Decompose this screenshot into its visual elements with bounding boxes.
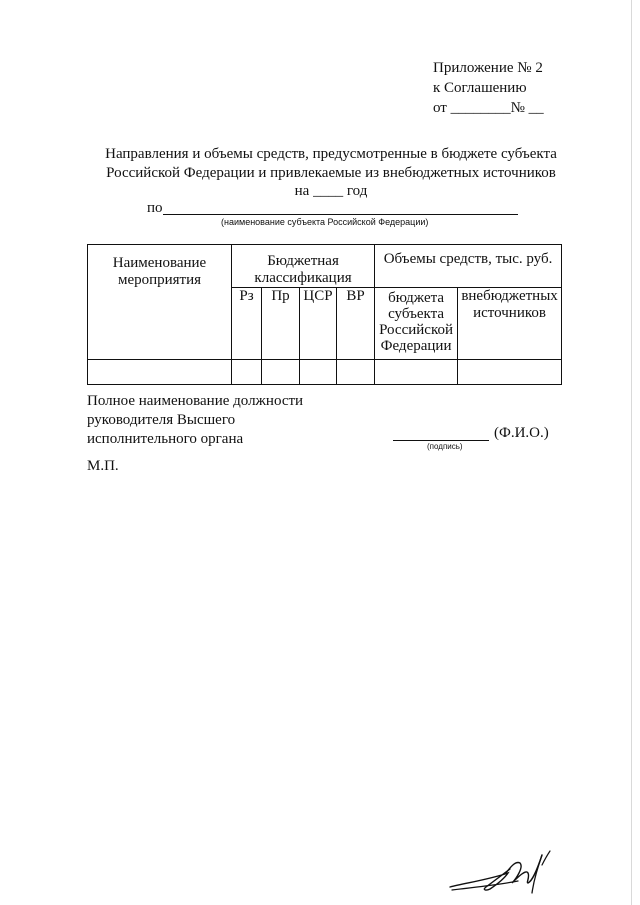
- header-csr: ЦСР: [300, 288, 337, 360]
- cell-off-budget: [458, 360, 562, 385]
- stamp-place: М.П.: [87, 458, 119, 474]
- header-subject-budget-line4: Федерации: [380, 338, 452, 354]
- year-line: на ____ год: [294, 183, 368, 199]
- header-subject-budget: [375, 288, 458, 360]
- header-pr: Пр: [262, 288, 300, 360]
- cell-vr: [337, 360, 375, 385]
- cell-rz: [232, 360, 262, 385]
- table-row: [88, 360, 562, 385]
- annex-date-number: от ________№ __: [433, 100, 544, 116]
- header-event-name: Наименование мероприятия: [88, 245, 232, 360]
- header-subject-budget-line1: бюджета: [388, 290, 445, 306]
- signature-line: [393, 440, 489, 441]
- cell-subject-budget: [375, 360, 458, 385]
- header-vr: ВР: [337, 288, 375, 360]
- scan-edge: [631, 0, 632, 905]
- document-title: Направления и объемы средств, предусмотренные в бюджете субъекта Российской Федерации и привлекаемые из внебюджетных источников: [105, 146, 557, 181]
- official-title-line1: Полное наименование должности: [87, 393, 304, 409]
- header-off-budget: внебюджетных источников: [458, 288, 562, 360]
- subject-fill-line: [163, 214, 518, 215]
- annex-number: Приложение № 2: [433, 60, 543, 76]
- official-title-line3: исполнительного органа: [87, 431, 244, 447]
- handwritten-signature: [446, 843, 556, 898]
- annex-header: [433, 58, 544, 118]
- cell-csr: [300, 360, 337, 385]
- official-title: [87, 392, 303, 449]
- official-title-line2: руководителя Высшего: [87, 412, 236, 428]
- cell-event: [88, 360, 232, 385]
- fio-label: (Ф.И.О.): [494, 425, 549, 441]
- header-budget-classification: Бюджетная классификация: [232, 245, 375, 288]
- funding-table: [87, 244, 562, 385]
- cell-pr: [262, 360, 300, 385]
- annex-agreement: к Соглашению: [433, 80, 527, 96]
- signature-caption: (подпись): [427, 442, 463, 451]
- header-subject-budget-line2: субъекта: [388, 306, 444, 322]
- header-rz: Рз: [232, 288, 262, 360]
- header-funding-volumes: Объемы средств, тыс. руб.: [375, 245, 562, 288]
- header-subject-budget-line3: Российской: [379, 322, 454, 338]
- subject-prefix: по: [147, 200, 163, 216]
- subject-caption: (наименование субъекта Российской Федерации): [221, 217, 429, 227]
